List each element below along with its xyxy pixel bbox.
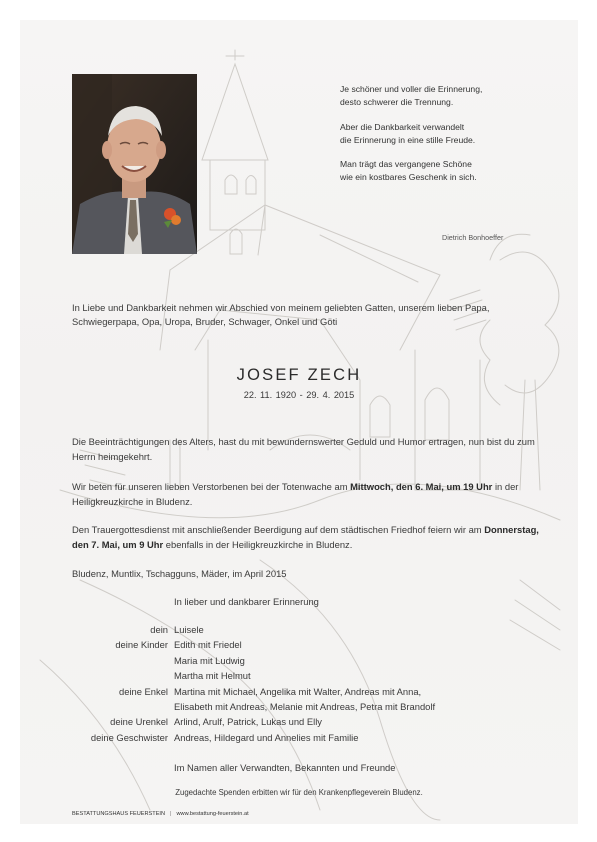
funeral-text-c: ebenfalls in der Heiligkreuzkirche in Bludenz. [163,539,353,550]
paragraph-funeral [72,522,552,552]
wake-date: Mittwoch, den 6. Mai, um 19 Uhr [350,481,493,492]
memory-line: In lieber und dankbarer Erinnerung [174,596,319,607]
funeral-date: Donnerstag, den 7. Mai, um 9 Uhr [72,524,539,550]
family-row [20,622,578,637]
intro-text: In Liebe und Dankbarkeit nehmen wir Abschied von meinem geliebten Gatten, unserem lieben Papa, Schwiegerpapa, Opa, Uropa, Bruder, Schwager, Onkel und Göti [72,302,490,328]
closing-line: Im Namen aller Verwandten, Bekannten und Freunde [174,762,396,773]
family-relation: deine Urenkel [110,716,168,728]
family-list [20,622,578,745]
family-relation: dein [150,624,168,635]
obituary-card [20,20,578,824]
wake-text-a: Wir beten für unseren lieben Verstorbenen bei der Totenwache am [72,481,351,492]
family-row [20,684,578,699]
family-members: Andreas, Hildegard und Annelies mit Familie [174,731,359,743]
family-members: Martina mit Michael, Angelika mit Walter, Andreas mit Anna, [174,685,422,697]
quote-stanza-1: Je schöner und voller die Erinnerung, desto schwerer die Trennung. [340,84,483,107]
family-row [20,637,578,652]
wake-text-c: in der Heiligkreuzkirche in Bludenz. [72,481,519,507]
family-row [20,730,578,745]
quote-stanza-3: Man trägt das vergangene Schöne wie ein kostbares Geschenk in sich. [340,159,477,182]
family-relation: deine Geschwister [90,731,168,743]
place-date-line: Bludenz, Muntlix, Tschagguns, Mäder, im April 2015 [72,568,287,579]
family-relation: deine Enkel [119,685,168,697]
footer-separator: | [170,811,172,817]
deceased-name: JOSEF ZECH [236,366,362,384]
company-name: BESTATTUNGSHAUS FEUERSTEIN [72,811,166,817]
family-row [20,699,578,714]
company-website: www.bestattung-feuerstein.at [176,811,249,817]
family-members: Luisele [174,624,204,635]
paragraph-1: Die Beeinträchtigungen des Alters, hast du mit bewundernswerter Geduld und Humor ertragen, nun bist du zum Herrn heimgekehrt. [72,436,535,462]
quote-author: Dietrich Bonhoeffer [442,233,504,242]
funeral-text-a: Den Trauergottesdienst mit anschließender Beerdigung auf dem städtischen Friedhof feiern wir am [72,524,485,535]
portrait-photo [72,74,197,254]
family-members: Martha mit Helmut [174,670,251,682]
family-relation: deine Kinder [115,639,168,651]
family-members: Maria mit Ludwig [174,654,245,666]
family-members: Elisabeth mit Andreas, Melanie mit Andreas, Petra mit Brandolf [174,700,436,712]
portrait-image [72,74,197,254]
quote-block [340,83,540,242]
family-members: Arlind, Arulf, Patrick, Lukas und Elly [174,716,322,728]
footer [72,811,249,817]
life-dates: 22. 11. 1920 - 29. 4. 2015 [243,390,355,400]
paragraph-wake [72,479,552,509]
family-members: Edith mit Friedel [174,639,242,651]
quote-stanza-2: Aber die Dankbarkeit verwandelt die Erinnerung in eine stille Freude. [340,121,476,145]
donation-note: Zugedachte Spenden erbitten wir für den Krankenpflegeverein Bludenz. [175,788,423,797]
family-row [20,714,578,729]
family-row [20,668,578,683]
family-row [20,653,578,668]
